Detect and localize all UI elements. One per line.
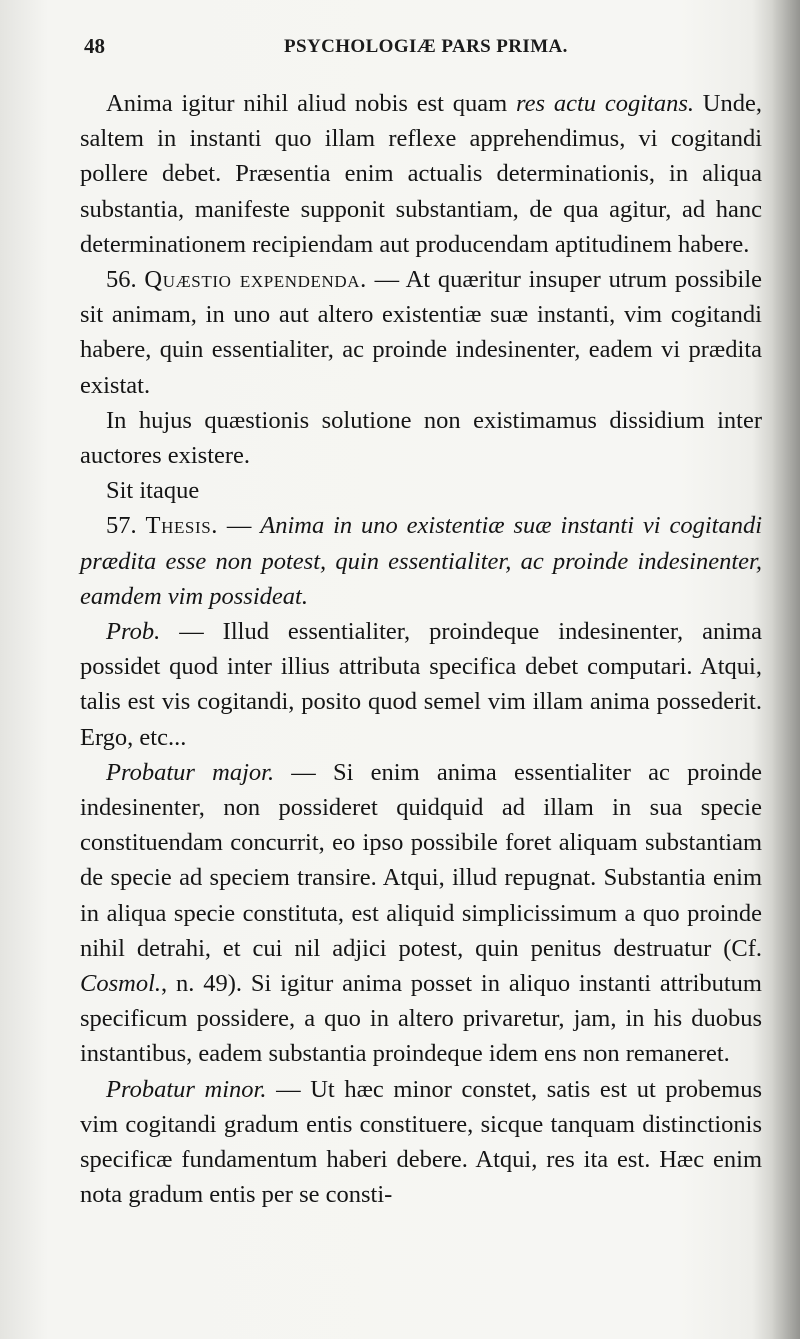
section-number-56: 56. (106, 266, 145, 294)
p8-body: — Ut hæc minor constet, satis est ut probemus vim cogitandi gradum entis constituere, sicque tanquam distinctionis specificæ fundamentum haberi debere. Atqui, res ita est. Hæc enim nota gradum entis per se consti- (80, 1075, 762, 1209)
page-edge-shadow (772, 0, 800, 1339)
thesis-statement: Anima in uno existentiæ suæ instanti vi cogitandi prædita esse non potest, quin essentialiter, ac proinde indesinenter, eamdem vim possideat. (80, 512, 762, 610)
p6-body: — Illud essentialiter, proindeque indesinenter, anima possidet quod inter illius attributa specifica debet computari. Atqui, talis est vis cogitandi, posito quod semel vim illam anima possederit. Ergo, etc... (80, 618, 762, 751)
section-heading-57: Thesis. (145, 512, 219, 540)
p2-body: — At quæritur insuper utrum possibile sit animam, in uno aut altero existentiæ suæ instanti, vim cogitandi habere, quin essentialiter, ac proinde indesinenter, eadem vi prædita existat. (80, 266, 763, 399)
page-number: 48 (84, 34, 105, 58)
prob-label: Prob. (106, 618, 161, 646)
p5-dash: — (218, 512, 261, 540)
paragraph-56 (80, 262, 762, 403)
p7-text-b: , n. 49). Si igitur anima posset in aliquo instanti attributum specificum possidere, a quo in altero privaretur, jam, in his duobus instantibus, eadem substantia proindeque idem ens non remaneret. (80, 970, 762, 1068)
p1-text-a: Anima igitur nihil aliud nobis est quam (106, 90, 517, 117)
paragraph-major (80, 755, 762, 1072)
major-label: Probatur major. (106, 758, 275, 786)
paragraph-4 (80, 473, 762, 508)
p3-text: In hujus quæstionis solutione non existimamus dissidium inter auctores existere. (80, 406, 762, 470)
paragraph-prob (80, 614, 762, 755)
paragraph-3 (80, 403, 762, 473)
paragraph-minor (80, 1072, 762, 1213)
minor-label: Probatur minor. (106, 1075, 267, 1103)
running-head: PSYCHOLOGIÆ PARS PRIMA. (284, 36, 568, 57)
paragraph-1 (80, 86, 762, 262)
p4-text: Sit itaque (106, 477, 200, 505)
cosmol-reference: Cosmol. (80, 970, 162, 998)
section-number-57: 57. (106, 512, 146, 540)
section-heading-56: Quæstio expendenda. (144, 266, 367, 294)
page-header (84, 34, 740, 62)
p1-text-b: Unde, saltem in instanti quo illam reflexe apprehendimus, vi cogitandi pollere debet. Præsentia enim actualis determinationis, in aliqua substantia, manifeste supponit substantiam, de qua agitur, ad hanc determinationem recipiendam aut producendam aptitudinem habere. (80, 90, 762, 258)
paragraph-57 (80, 508, 762, 614)
p7-text-a: — Si enim anima essentialiter ac proinde indesinenter, non possideret quidquid ad illam in sua specie constituendam concurrit, eo ipso possibile foret aliquam substantiam de specie ad speciem transire. Atqui, illud repugnat. Substantia enim in aliqua specie constituta, est aliquid simplicissimum a quo proinde nihil detrahi, et cui nil adjici potest, quin penitus destruatur (Cf. (80, 758, 762, 962)
body-text (80, 86, 762, 1213)
p1-italic: res actu cogitans. (516, 90, 694, 117)
